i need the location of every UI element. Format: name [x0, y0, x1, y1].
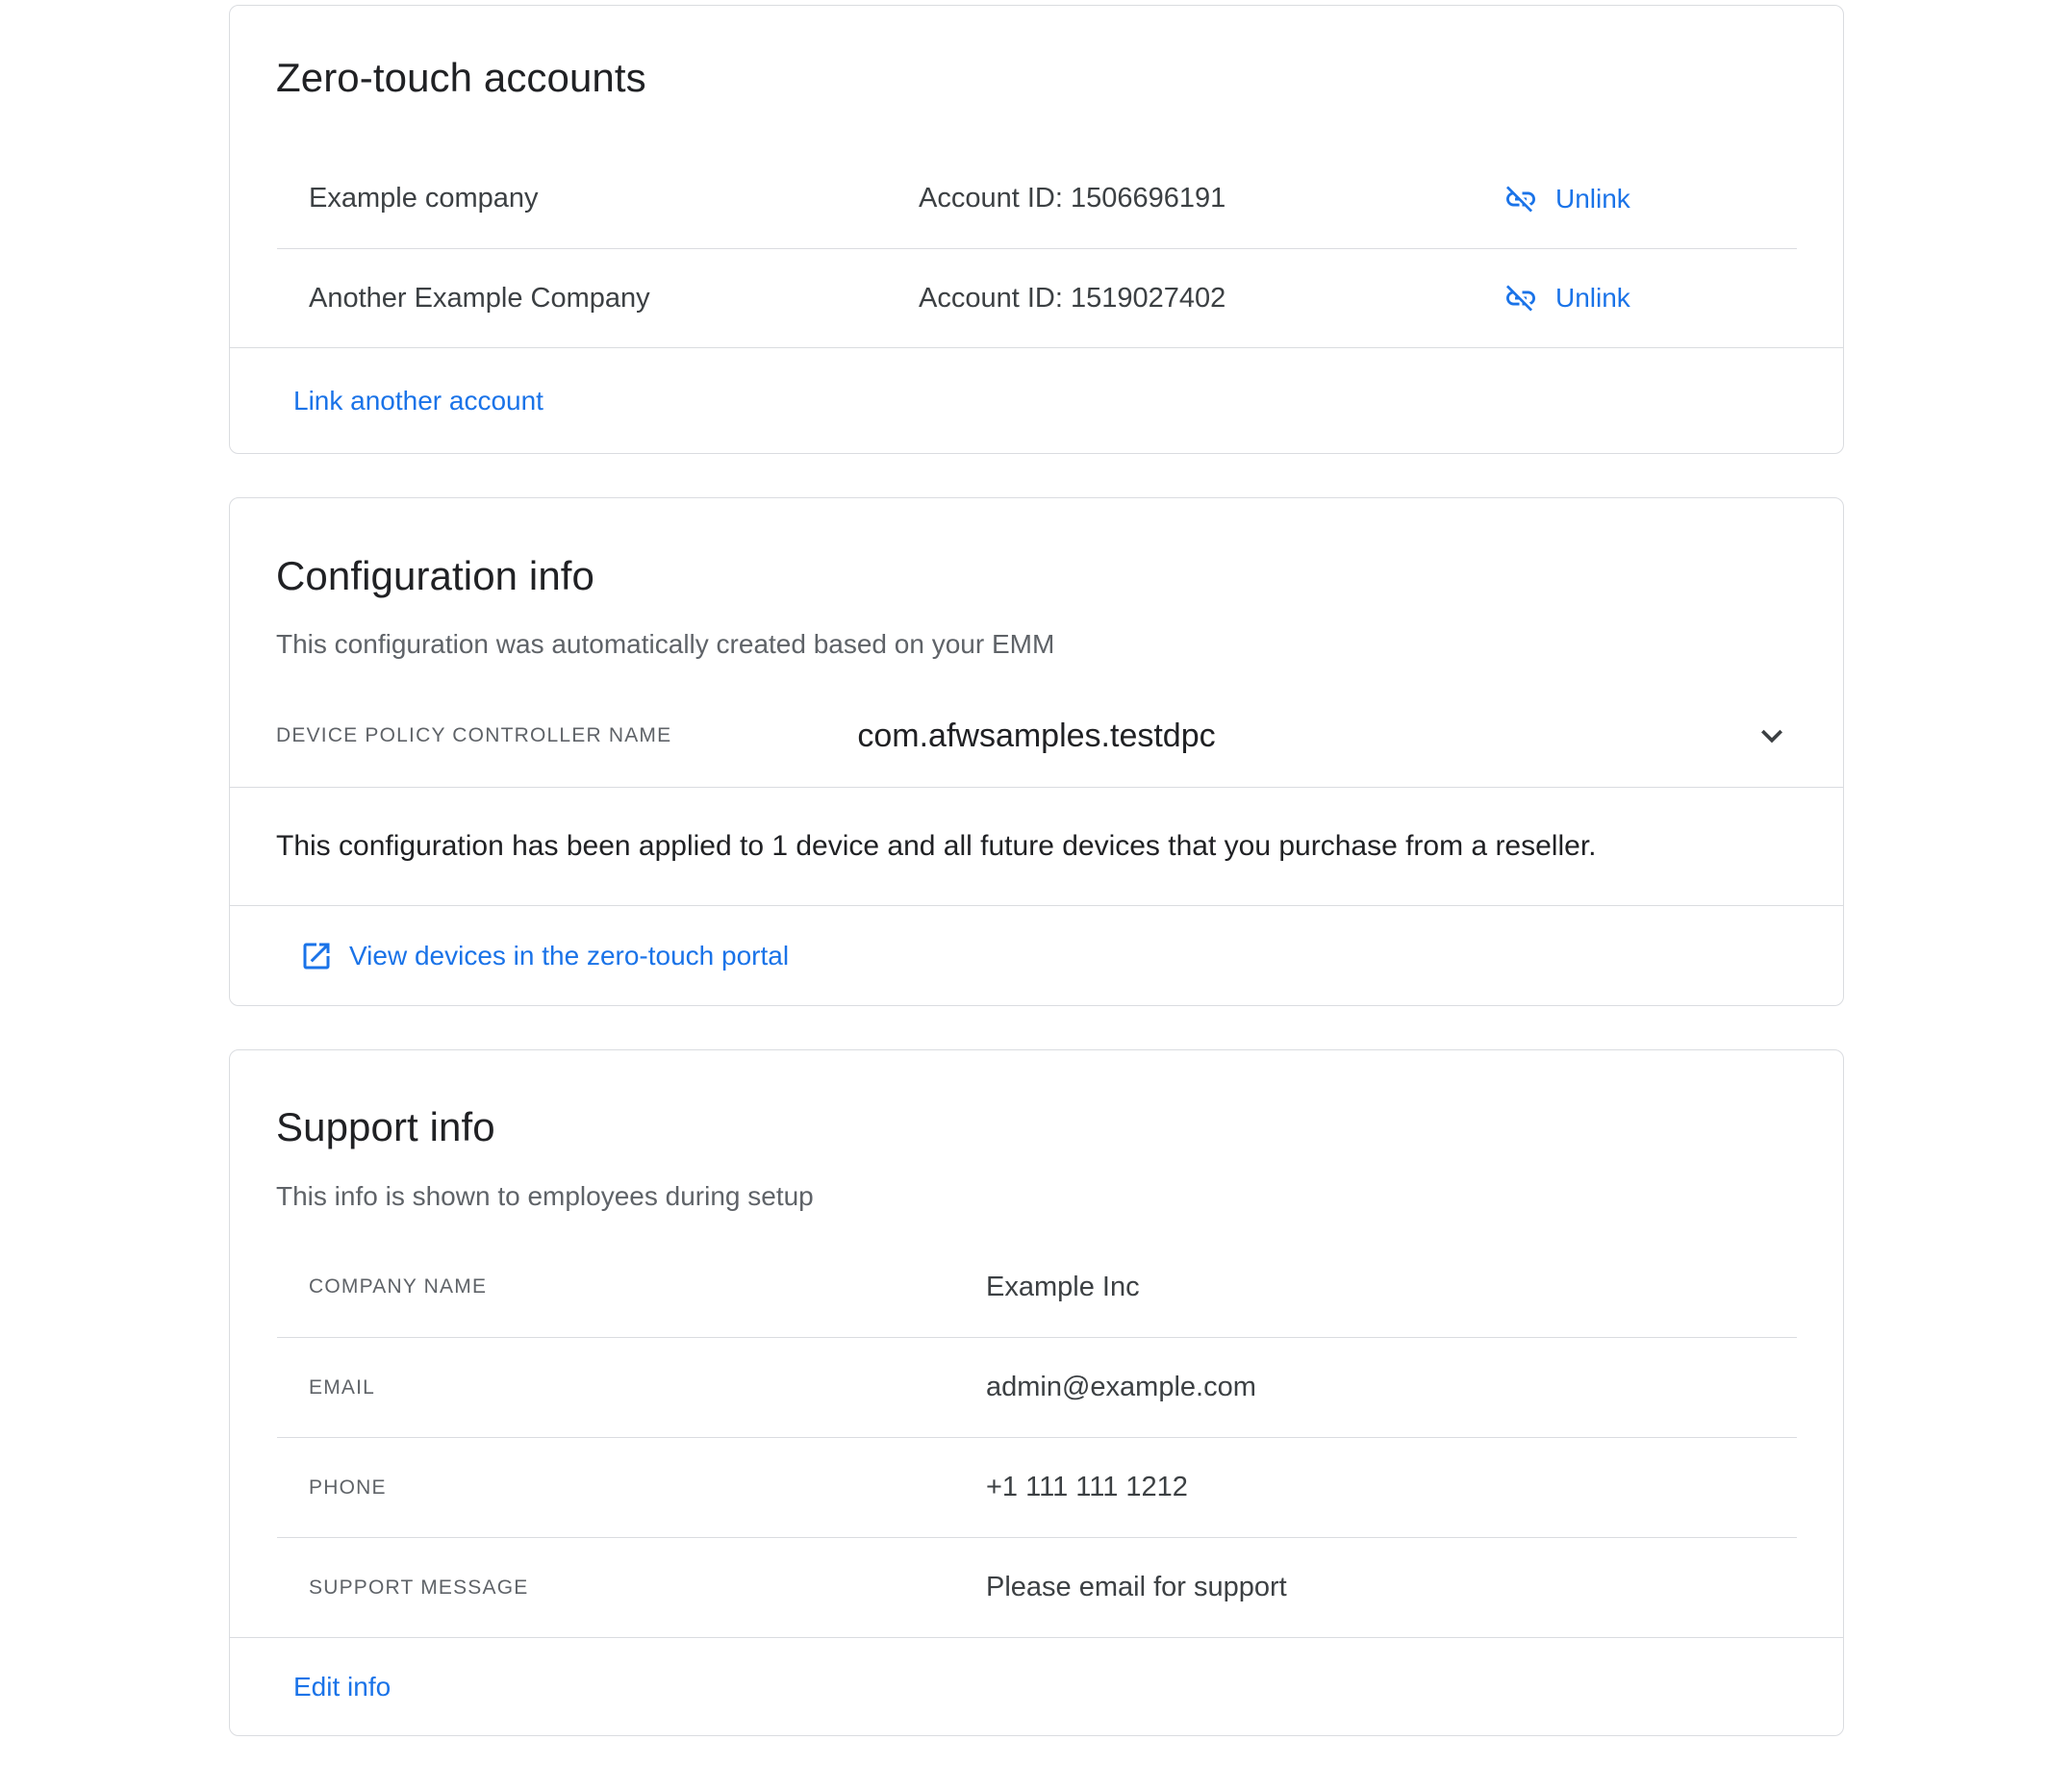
configuration-info-title: Configuration info: [276, 553, 595, 598]
configuration-applied-text: This configuration has been applied to 1 device and all future devices that you purchase from a reseller.: [276, 830, 1597, 862]
account-name: Example company: [309, 183, 539, 214]
support-card-footer: [230, 1637, 1843, 1735]
configuration-card-footer: [230, 906, 1843, 1005]
support-message-value: Please email for support: [986, 1572, 1287, 1602]
support-info-table: [277, 1237, 1797, 1637]
expand-dpc-button[interactable]: [1751, 715, 1793, 757]
account-id: Account ID: 1506696191: [919, 183, 1226, 214]
table-row: [277, 1337, 1797, 1437]
company-name-value: Example Inc: [986, 1271, 1140, 1302]
unlink-button-label: Unlink: [1555, 183, 1630, 214]
link-another-account-link[interactable]: Link another account: [293, 385, 543, 416]
device-policy-controller-label: DEVICE POLICY CONTROLLER NAME: [276, 724, 672, 746]
account-id: Account ID: 1519027402: [919, 282, 1226, 314]
edit-info-link[interactable]: Edit info: [293, 1671, 392, 1702]
link-off-icon: [1503, 182, 1538, 216]
email-value: admin@example.com: [986, 1372, 1256, 1402]
unlink-button-label: Unlink: [1555, 283, 1630, 313]
chevron-down-icon: [1751, 715, 1793, 757]
zero-touch-accounts-card: [229, 5, 1844, 454]
zero-touch-accounts-title: Zero-touch accounts: [276, 55, 646, 100]
device-policy-controller-row: [230, 685, 1843, 788]
configuration-info-subtitle: This configuration was automatically created based on your EMM: [276, 629, 1055, 659]
table-row: [277, 1537, 1797, 1637]
configuration-info-card: [229, 497, 1844, 1006]
configuration-applied-row: [230, 788, 1843, 906]
unlink-button[interactable]: [1503, 182, 1630, 216]
account-name: Another Example Company: [309, 282, 650, 314]
company-name-label: COMPANY NAME: [309, 1275, 488, 1298]
device-policy-controller-value: com.afwsamples.testdpc: [857, 717, 1216, 754]
support-info-title: Support info: [276, 1104, 495, 1149]
view-devices-link[interactable]: View devices in the zero-touch portal: [349, 940, 790, 971]
table-row: [277, 1237, 1797, 1337]
account-row: [277, 248, 1797, 347]
link-off-icon: [1503, 281, 1538, 315]
accounts-card-footer: [230, 347, 1843, 453]
support-info-card: [229, 1049, 1844, 1736]
support-info-subtitle: This info is shown to employees during setup: [276, 1181, 814, 1211]
support-message-label: SUPPORT MESSAGE: [309, 1576, 529, 1599]
unlink-button[interactable]: [1503, 281, 1630, 315]
phone-value: +1 111 111 1212: [986, 1472, 1188, 1502]
table-row: [277, 1437, 1797, 1537]
email-label: EMAIL: [309, 1375, 376, 1399]
open-in-new-icon: [299, 939, 334, 973]
account-list: [277, 149, 1797, 347]
account-row: [277, 149, 1797, 248]
phone-label: PHONE: [309, 1475, 387, 1499]
